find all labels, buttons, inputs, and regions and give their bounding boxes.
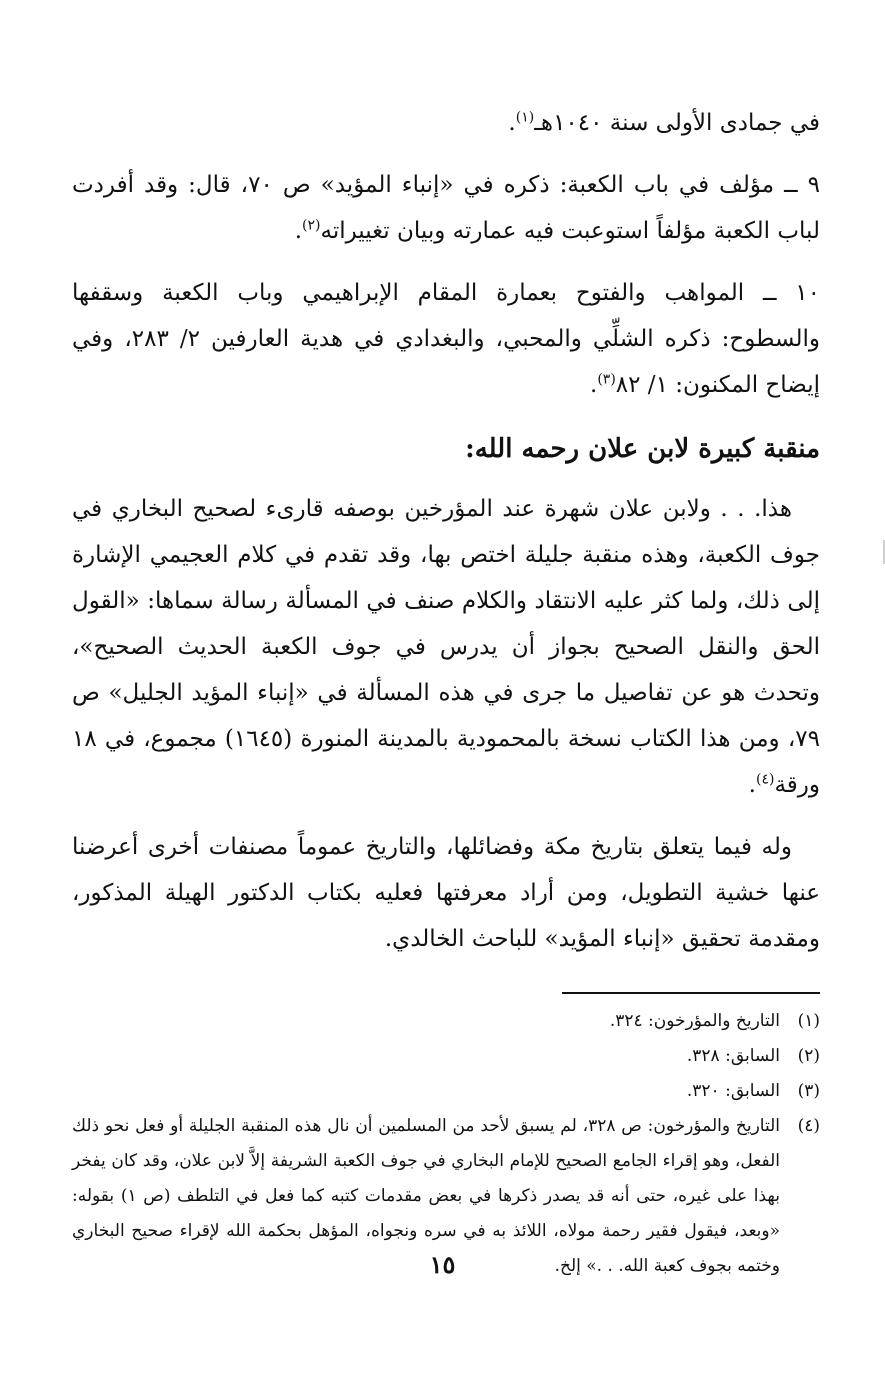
footnote-ref[interactable]: (٤) bbox=[755, 771, 775, 788]
list-item-9 bbox=[72, 162, 820, 254]
footnote-item bbox=[72, 1074, 820, 1109]
footnote-text: السابق: ٣٢٠. bbox=[686, 1081, 780, 1101]
paragraph-end: . bbox=[590, 372, 598, 398]
footnote-divider bbox=[562, 992, 820, 994]
body-paragraph-1 bbox=[72, 486, 820, 808]
footnote-ref[interactable]: (٢) bbox=[302, 217, 321, 234]
footnote-ref[interactable]: (٣) bbox=[597, 371, 616, 388]
footnote-text: التاريخ والمؤرخون: ٣٢٤. bbox=[609, 1011, 780, 1031]
footnote-number: (٤) bbox=[797, 1116, 820, 1136]
list-item-10 bbox=[72, 270, 820, 408]
footnote-number: (٢) bbox=[797, 1046, 820, 1066]
paragraph-end: . bbox=[294, 218, 303, 244]
list-item-text: ١٠ ــ المواهب والفتوح بعمارة المقام الإبراهيمي وباب الكعبة وسقفها والسطوح: ذكره الشلِّي والمحبي، والبغدادي في هدية العارفين ٢/ ٢٨٣، وفي إيضاح المكنون: ١/ ٨٢ bbox=[72, 280, 820, 398]
footnote-text: السابق: ٣٢٨. bbox=[686, 1046, 780, 1066]
page-number: ١٥ bbox=[429, 1250, 456, 1279]
paragraph-date bbox=[72, 100, 820, 146]
footnote-item bbox=[72, 1004, 820, 1039]
footnote-number: (١) bbox=[797, 1011, 820, 1031]
footnote-item bbox=[72, 1039, 820, 1074]
list-item-text: ٩ ــ مؤلف في باب الكعبة: ذكره في «إنباء المؤيد» ص ٧٠، قال: وقد أفردت لباب الكعبة مؤلفاً استوعبت فيه عمارته وبيان تغييراته bbox=[72, 172, 820, 244]
page-content bbox=[72, 100, 820, 1284]
footnote-number: (٣) bbox=[797, 1081, 820, 1101]
footnote-text: التاريخ والمؤرخون: ص ٣٢٨، لم يسبق لأحد من المسلمين أن نال هذه المنقبة الجليلة أو فعل نحو ذلك الفعل، وهو إقراء الجامع الصحيح للإمام البخاري في جوف الكعبة الشريفة إلاَّ لابن علان، وقد كان يفخر بهذا على غيره، حتى أنه قد يصدر ذكرها في بعض مقدمات كتبه كما فعل في التلطف (ص ١) بقوله: «وبعد، فيقول فقير رحمة مولاه، اللائذ به في سره ونجواه، المؤهل بحكمة الله لإقراء صحيح البخاري وختمه بجوف كعبة الله. . .» إلخ. bbox=[72, 1116, 781, 1276]
footnote-ref[interactable]: (١) bbox=[515, 109, 535, 126]
paragraph-text: وله فيما يتعلق بتاريخ مكة وفضائلها، والتاريخ عموماً مصنفات أخرى أعرضنا عنها خشية التطويل، ومن أراد معرفتها فعليه بكتاب الدكتور الهيلة المذكور، ومقدمة تحقيق «إنباء المؤيد» للباحث الخالدي. bbox=[72, 834, 820, 952]
body-paragraph-2 bbox=[72, 824, 820, 962]
paragraph-end: . bbox=[508, 110, 516, 136]
footnotes bbox=[72, 1004, 820, 1284]
paragraph-text: هذا. . . ولابن علان شهرة عند المؤرخين بوصفه قارىء لصحيح البخاري في جوف الكعبة، وهذه منقبة جليلة اختص بها، وقد تقدم في كلام العجيمي الإشارة إلى ذلك، ولما كثر عليه الانتقاد والكلام صنف في المسألة رسالة سماها: «القول الحق والنقل الصحيح بجواز أن يدرس في جوف الكعبة الحديث الصحيح»، وتحدث هو عن تفاصيل ما جرى في هذه المسألة في «إنباء المؤيد الجليل» ص ٧٩، ومن هذا الكتاب نسخة بالمحمودية بالمدينة المنورة (١٦٤٥) مجموع، في ١٨ ورقة bbox=[72, 496, 820, 798]
section-heading: منقبة كبيرة لابن علان رحمه الله: bbox=[465, 434, 820, 464]
paragraph-end: . bbox=[748, 772, 756, 798]
paragraph-text: في جمادى الأولى سنة ١٠٤٠هـ bbox=[534, 110, 820, 136]
